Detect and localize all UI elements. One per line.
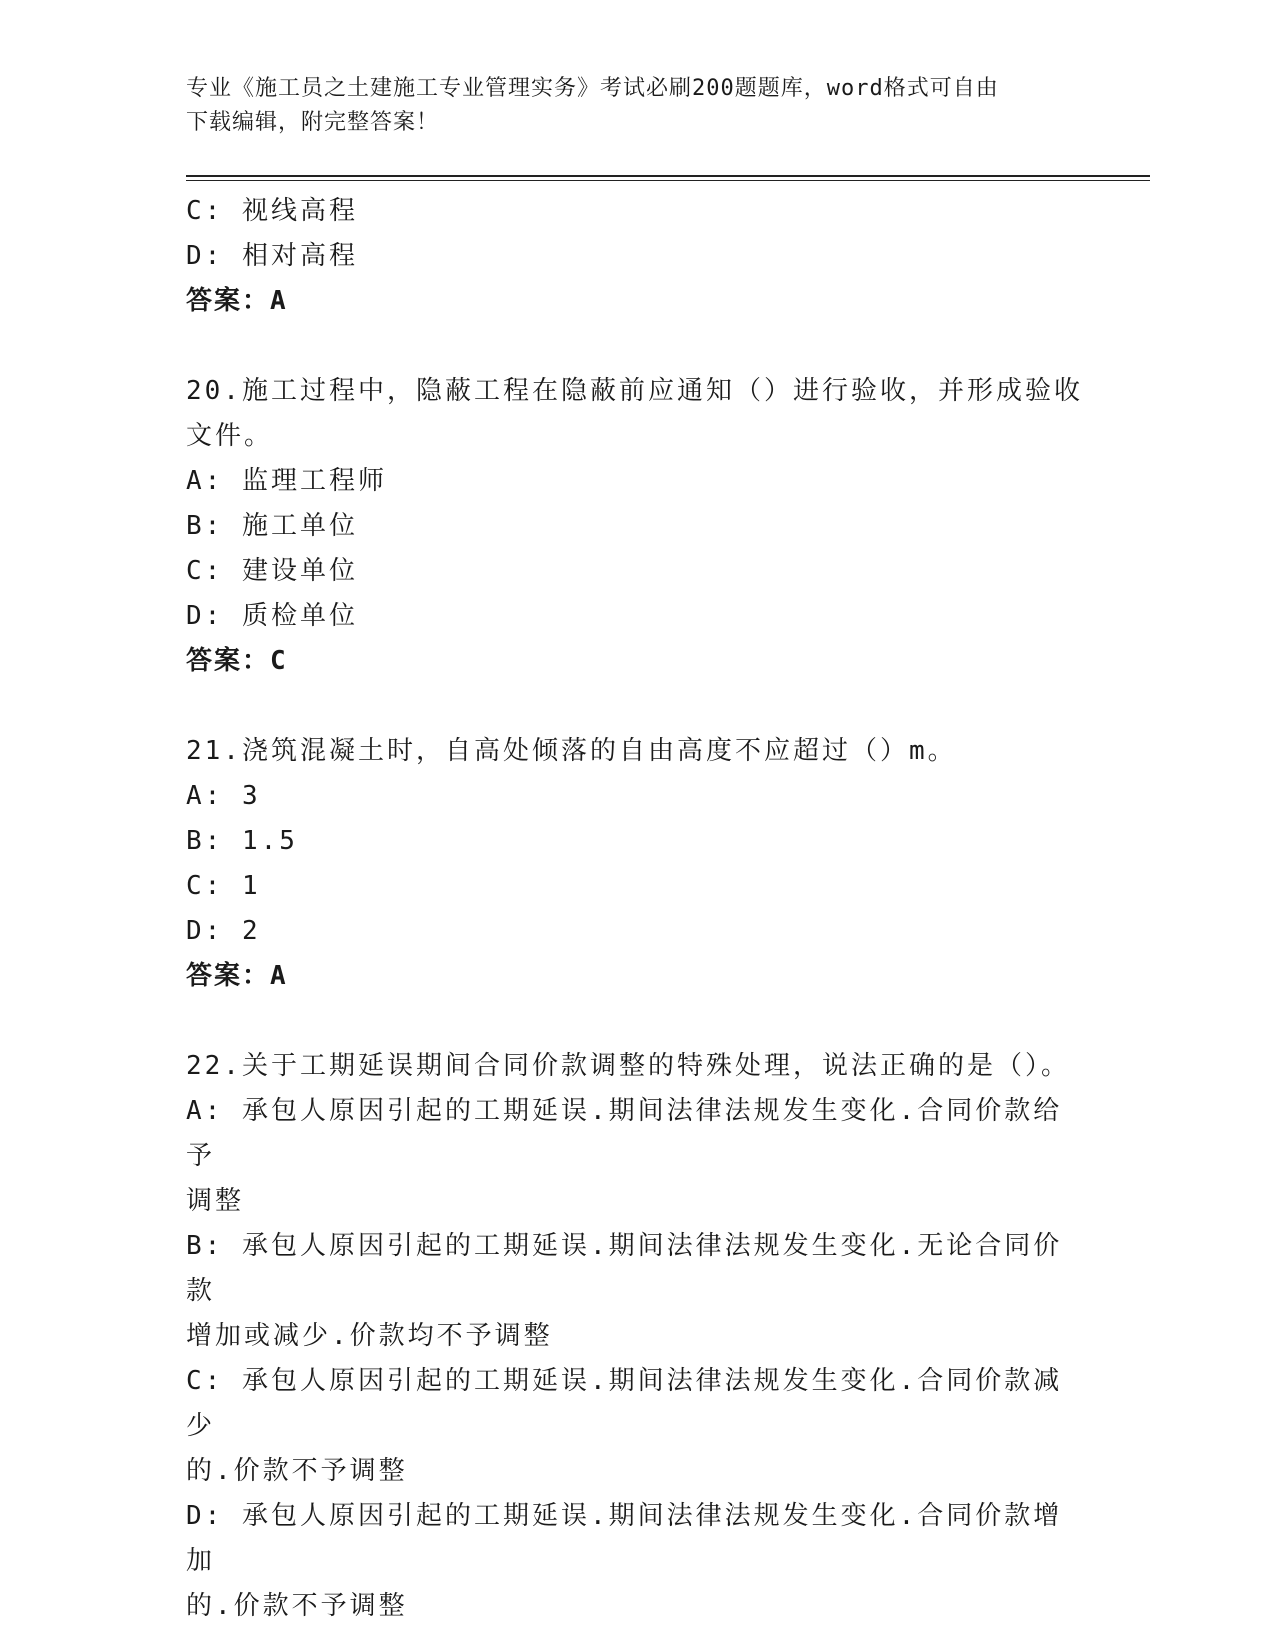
option-d: D: 质检单位: [186, 601, 358, 631]
header-line-2: 下载编辑，附完整答案！: [186, 110, 440, 135]
option-c: C: 承包人原因引起的工期延误.期间法律法规发生变化.合同价款减少: [186, 1366, 1063, 1441]
option-d: D: 承包人原因引起的工期延误.期间法律法规发生变化.合同价款增加: [186, 1501, 1063, 1576]
spacer: [186, 684, 1086, 729]
question-stem: 21.浇筑混凝土时，自高处倾落的自由高度不应超过（）m。: [186, 736, 957, 766]
document-body: [186, 189, 1086, 1629]
answer-line: 答案：A: [186, 286, 288, 316]
question-19-tail: [186, 189, 1086, 324]
option-c-cont: 的.价款不予调整: [186, 1456, 408, 1486]
question-22: [186, 1044, 1086, 1629]
answer-line: 答案：C: [186, 646, 288, 676]
question-stem: 22.关于工期延误期间合同价款调整的特殊处理，说法正确的是（）。: [186, 1051, 1070, 1081]
option-a: A: 承包人原因引起的工期延误.期间法律法规发生变化.合同价款给予: [186, 1096, 1063, 1171]
question-21: [186, 729, 1086, 999]
question-stem-cont: 文件。: [186, 421, 274, 451]
option-a: A: 3: [186, 781, 261, 811]
option-b: B: 施工单位: [186, 511, 358, 541]
option-c: C: 视线高程: [186, 196, 358, 226]
header-rule-thin: [186, 180, 1150, 181]
option-d: D: 2: [186, 916, 261, 946]
option-b-cont: 增加或减少.价款均不予调整: [186, 1321, 553, 1351]
option-c: C: 1: [186, 871, 261, 901]
option-d: D: 相对高程: [186, 241, 358, 271]
header-line-1: 专业《施工员之土建施工专业管理实务》考试必刷200题题库，word格式可自由: [186, 76, 999, 101]
option-b: B: 1.5: [186, 826, 298, 856]
option-a-cont: 调整: [186, 1186, 245, 1216]
option-c: C: 建设单位: [186, 556, 358, 586]
document-header: [186, 72, 1086, 140]
answer-line: 答案：A: [186, 961, 288, 991]
option-d-cont: 的.价款不予调整: [186, 1591, 408, 1621]
question-stem: 20.施工过程中，隐蔽工程在隐蔽前应通知（）进行验收，并形成验收: [186, 376, 1083, 406]
option-a: A: 监理工程师: [186, 466, 387, 496]
question-20: [186, 369, 1086, 684]
spacer: [186, 999, 1086, 1044]
header-rule-thick: [186, 175, 1150, 177]
option-b: B: 承包人原因引起的工期延误.期间法律法规发生变化.无论合同价款: [186, 1231, 1063, 1306]
spacer: [186, 324, 1086, 369]
